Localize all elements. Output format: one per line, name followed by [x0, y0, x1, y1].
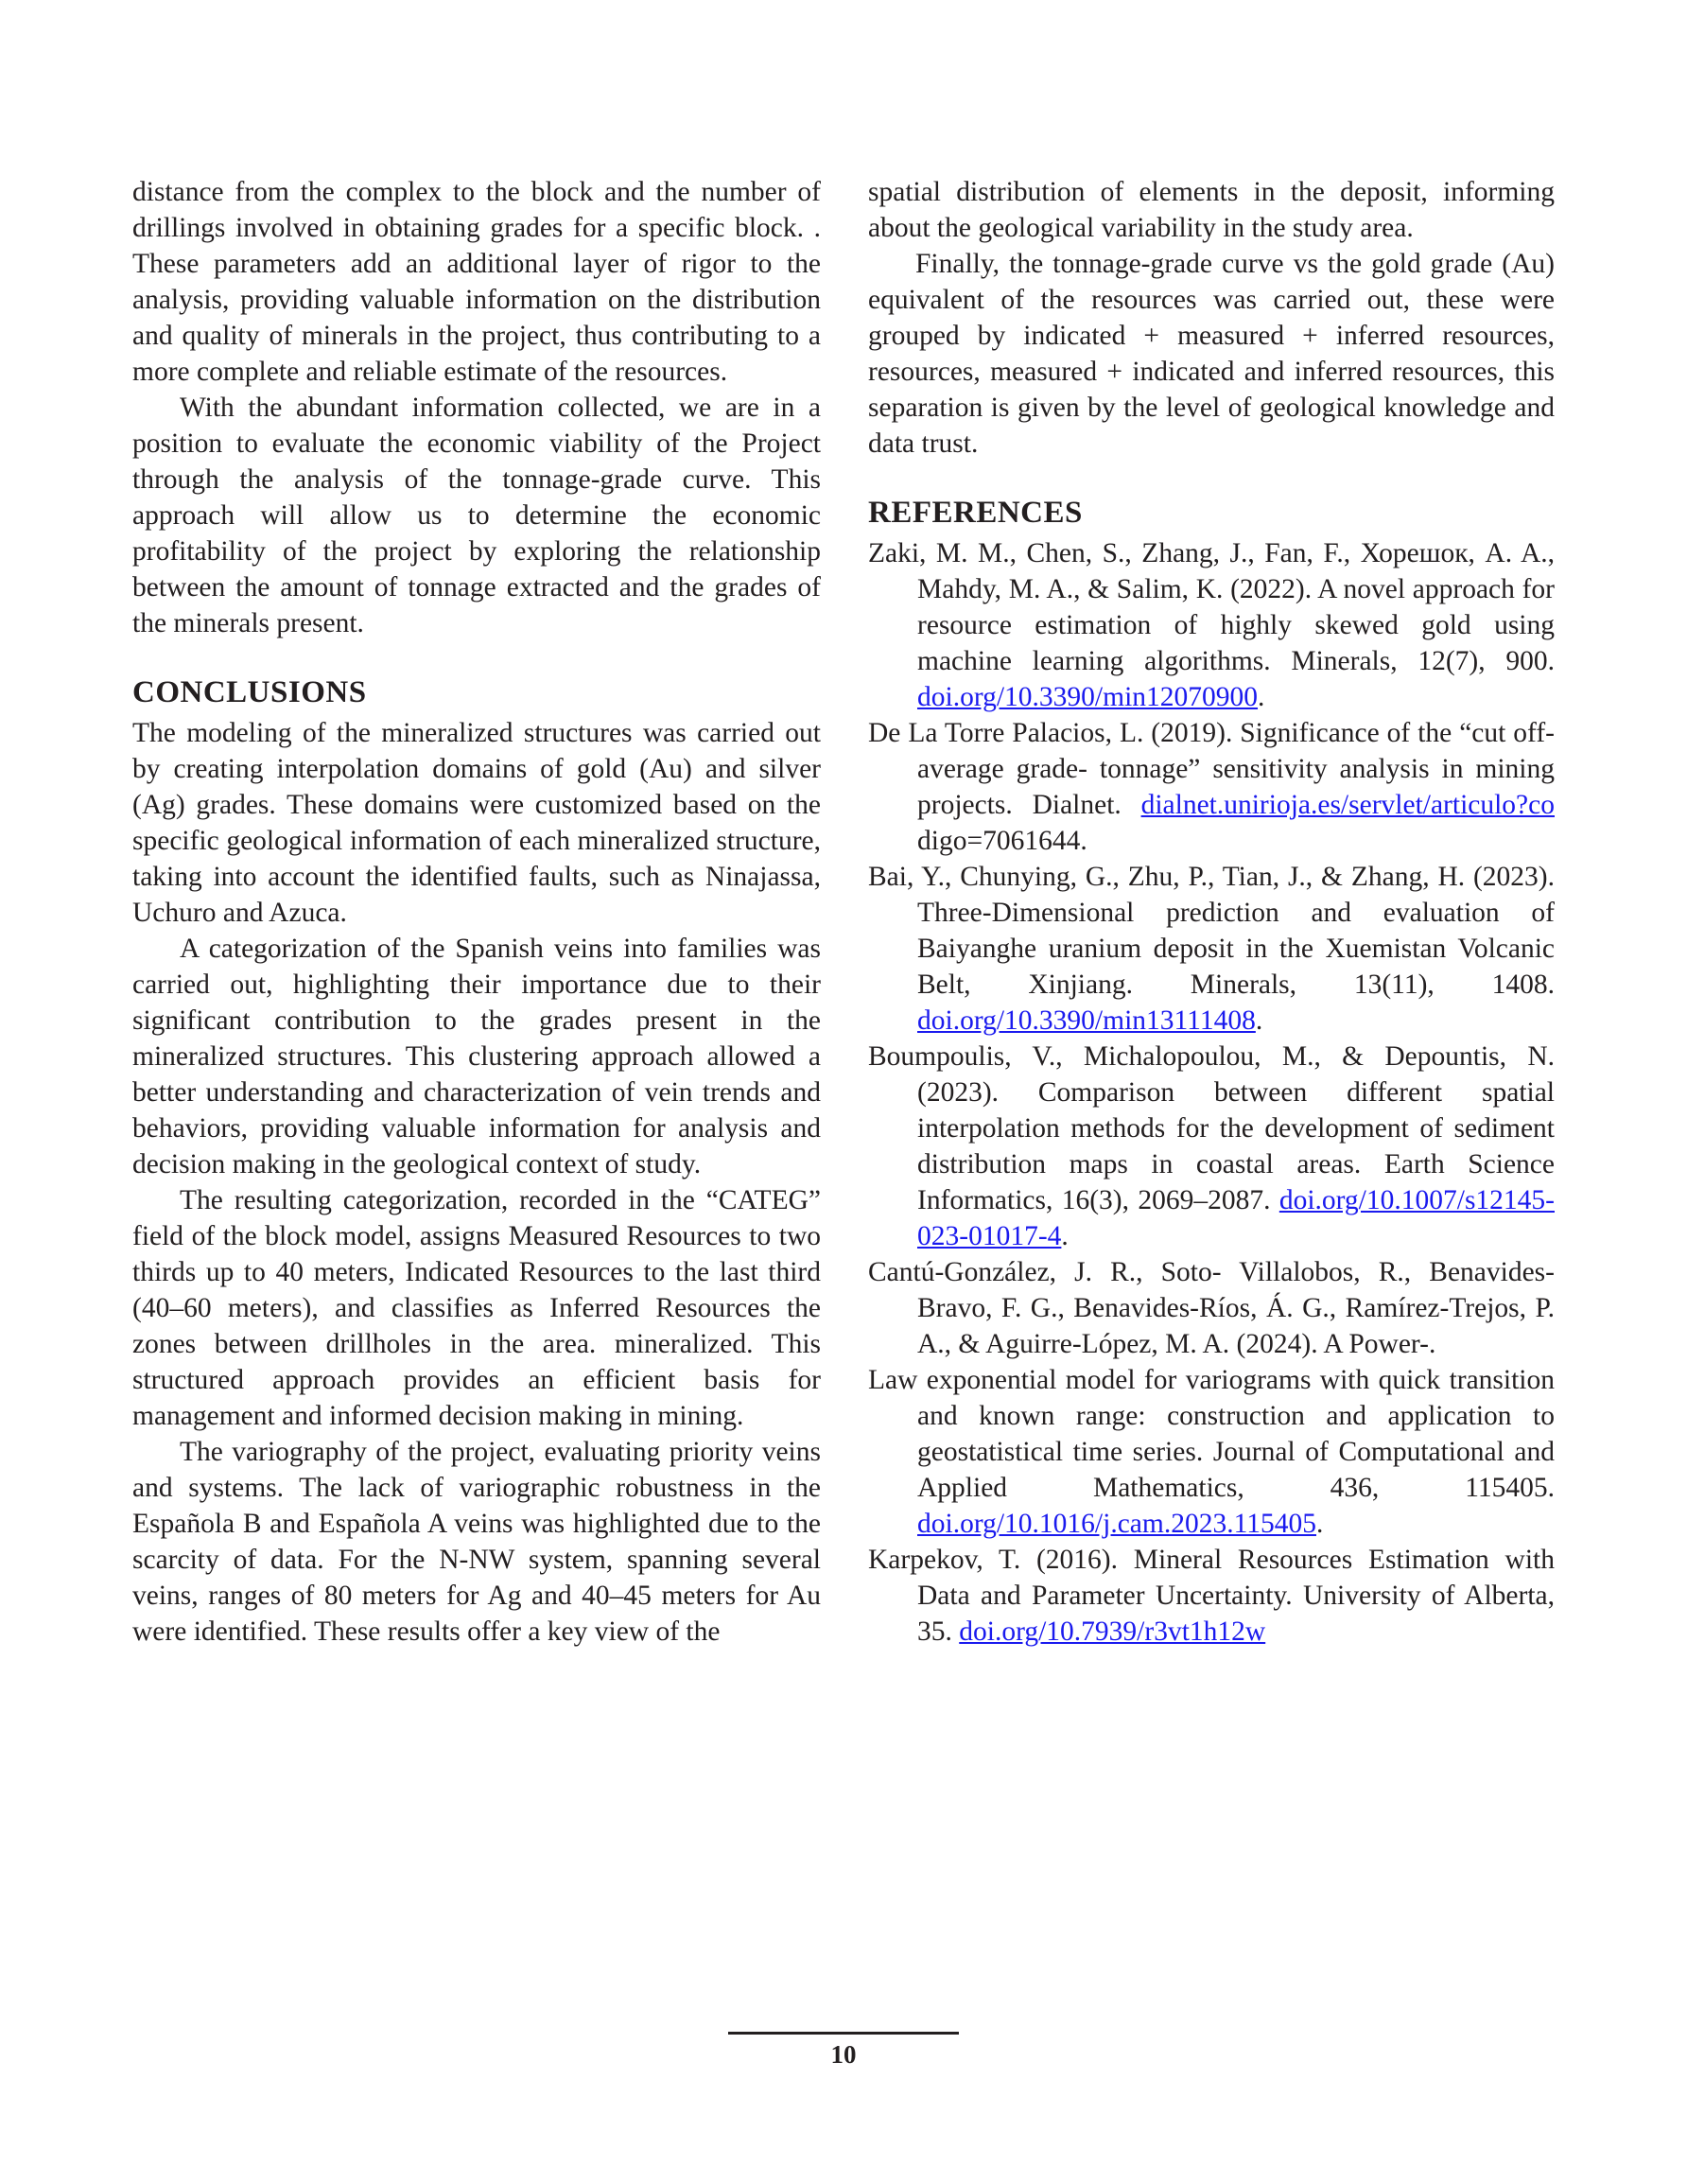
right-column: [868, 174, 1555, 1650]
reference-text: Zaki, M. M., Chen, S., Zhang, J., Fan, F., Хорешок, A. A., Mahdy, M. A., & Salim, K. (2022). A novel approach for resource estimation of highly skewed gold using machine learning algorithms. Minerals, 12(7), 900.: [868, 538, 1555, 676]
reference-link[interactable]: doi.org/10.3390/min12070900: [917, 682, 1259, 712]
reference-link[interactable]: doi.org/10.1016/j.cam.2023.115405: [917, 1509, 1316, 1539]
reference-entry: [868, 535, 1555, 715]
reference-text: Cantú-González, J. R., Soto- Villalobos, R., Benavides-Bravo, F. G., Benavides-Ríos, Á. G., Ramírez-Trejos, P. A., & Aguirre-López, M. A. (2024). A Power-.: [868, 1257, 1555, 1359]
reference-link[interactable]: dialnet.unirioja.es/servlet/articulo?co: [1140, 790, 1555, 820]
conclusions-heading: CONCLUSIONS: [132, 675, 367, 709]
references-heading: REFERENCES: [868, 496, 1083, 530]
body-paragraph: With the abundant information collected, we are in a position to evaluate the economic viability of the Project through the analysis of the tonnage-grade curve. This approach will allow us to determine the economic profitability of the project by exploring the relationship between the amount of tonnage extracted and the grades of the minerals present.: [132, 393, 821, 638]
left-column: [132, 174, 821, 1650]
reference-link[interactable]: doi.org/10.3390/min13111408: [917, 1005, 1256, 1036]
reference-text: Law exponential model for variograms with quick transition and known range: construction and application to geostatistical time series. Journal of Computational and Applied Mathematics, 436, 115405.: [868, 1365, 1555, 1503]
reference-entry: [868, 1039, 1555, 1254]
reference-tail: .: [1316, 1509, 1324, 1539]
reference-text: Bai, Y., Chunying, G., Zhu, P., Tian, J., & Zhang, H. (2023). Three-Dimensional prediction and evaluation of Baiyanghe uranium deposit in the Xuemistan Volcanic Belt, Xinjiang. Minerals, 13(11), 1408.: [868, 862, 1555, 1000]
reference-text: Karpekov, T. (2016). Mineral Resources Estimation with Data and Parameter Uncertainty. University of Alberta, 35.: [868, 1545, 1555, 1647]
reference-entry: [868, 1542, 1555, 1650]
reference-text: De La Torre Palacios, L. (2019). Significance of the “cut off-average grade- tonnage” sensitivity analysis in mining projects. Dialnet.: [868, 718, 1555, 820]
body-paragraph: The resulting categorization, recorded in the “CATEG” field of the block model, assigns Measured Resources to two thirds up to 40 meters, Indicated Resources to the last third (40–60 meters), and classifies as Inferred Resources the zones between drillholes in the area. mineralized. This structured approach provides an efficient basis for management and informed decision making in mining.: [132, 1185, 821, 1431]
body-paragraph: Finally, the tonnage-grade curve vs the gold grade (Au) equivalent of the resources was carried out, these were grouped by indicated + measured + inferred resources, resources, measured + indicated and inferred resources, this separation is given by the level of geological knowledge and data trust.: [868, 249, 1555, 459]
reference-tail: .: [1258, 682, 1265, 712]
reference-entry: [868, 1362, 1555, 1542]
reference-link[interactable]: doi.org/10.7939/r3vt1h12w: [959, 1616, 1266, 1647]
reference-tail: .: [1255, 1005, 1263, 1036]
page-number: 10: [830, 2040, 857, 2069]
body-paragraph: spatial distribution of elements in the deposit, informing about the geological variability in the study area.: [868, 177, 1555, 243]
reference-list: [868, 535, 1555, 1650]
body-paragraph: distance from the complex to the block and the number of drillings involved in obtaining grades for a specific block. . These parameters add an additional layer of rigor to the analysis, providing valuable information on the distribution and quality of minerals in the project, thus contributing to a more complete and reliable estimate of the resources.: [132, 177, 821, 387]
reference-link[interactable]: doi.org/10.1007/s12145-023-01017-4: [917, 1185, 1555, 1251]
body-paragraph: The variography of the project, evaluating priority veins and systems. The lack of variographic robustness in the Española B and Española A veins was highlighted due to the scarcity of data. For the N-NW system, spanning several veins, ranges of 80 meters for Ag and 40–45 meters for Au were identified. These results offer a key view of the: [132, 1437, 821, 1647]
reference-text: Boumpoulis, V., Michalopoulou, M., & Depountis, N. (2023). Comparison between different spatial interpolation methods for the development of sediment distribution maps in coastal areas. Earth Science Informatics, 16(3), 2069–2087.: [868, 1041, 1555, 1215]
body-paragraph: A categorization of the Spanish veins into families was carried out, highlighting their importance due to their significant contribution to the grades present in the mineralized structures. This clustering approach allowed a better understanding and characterization of vein trends and behaviors, providing valuable information for analysis and decision making in the geological context of study.: [132, 934, 821, 1179]
reference-entry: [868, 715, 1555, 859]
footer-rule: [728, 2032, 959, 2035]
body-paragraph: The modeling of the mineralized structures was carried out by creating interpolation domains of gold (Au) and silver (Ag) grades. These domains were customized based on the specific geological information of each mineralized structure, taking into account the identified faults, such as Ninajassa, Uchuro and Azuca.: [132, 718, 821, 928]
reference-tail: digo=7061644.: [917, 826, 1087, 856]
reference-entry: [868, 859, 1555, 1039]
reference-entry: [868, 1254, 1555, 1362]
reference-tail: .: [1061, 1221, 1069, 1251]
